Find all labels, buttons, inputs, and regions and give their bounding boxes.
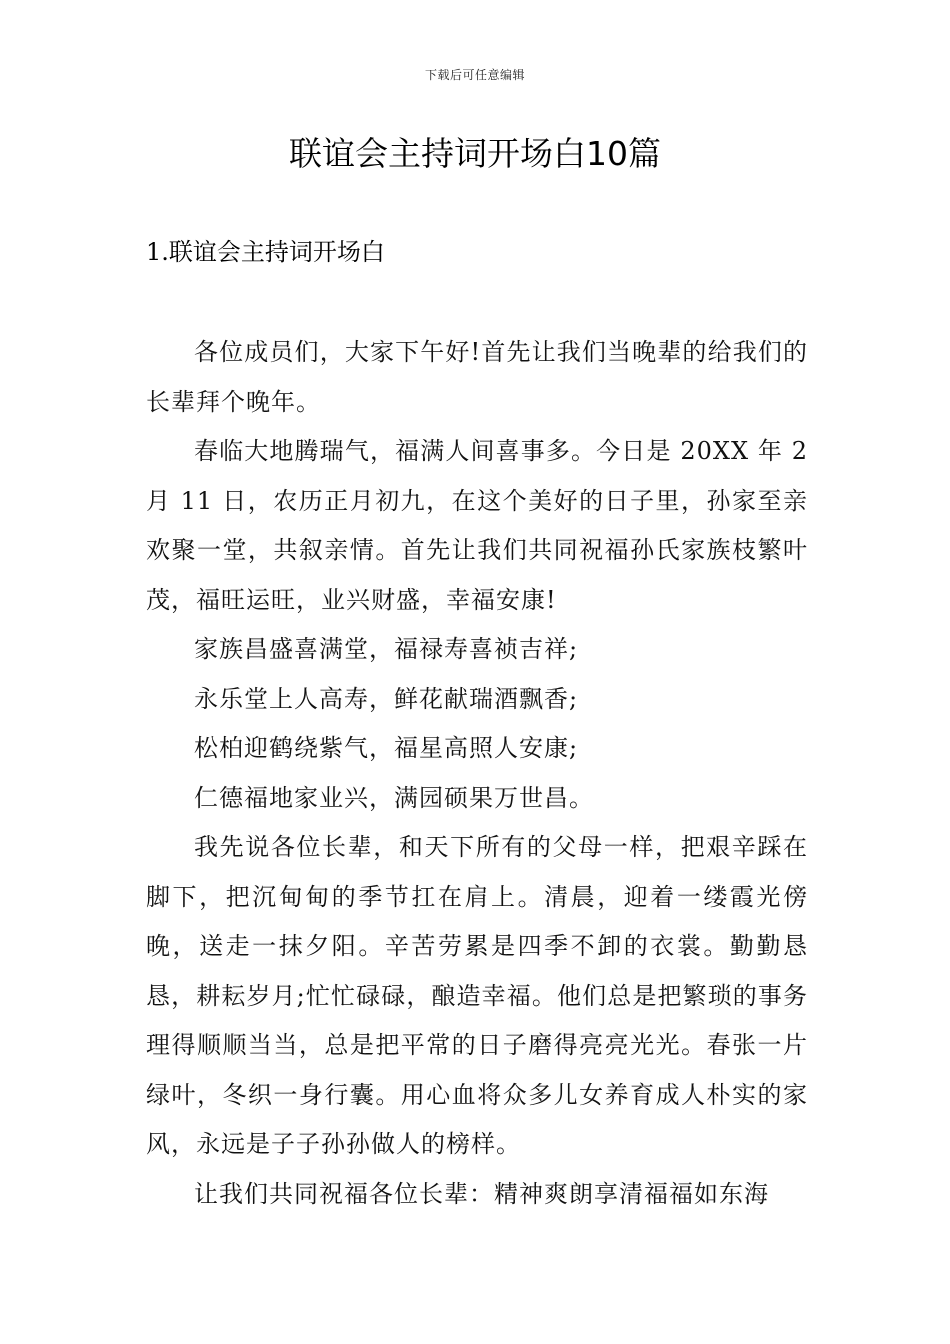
verse-line-1: 家族昌盛喜满堂，福禄寿喜祯吉祥; xyxy=(194,635,579,663)
header-note: 下载后可任意编辑 xyxy=(424,68,525,82)
document-title: 联谊会主持词开场白10篇 xyxy=(289,134,661,173)
document-body xyxy=(146,328,808,1219)
verse-line-4: 仁德福地家业兴，满园硕果万世昌。 xyxy=(194,783,594,812)
paragraph-blessing: 让我们共同祝福各位长辈：精神爽朗享清福福如东海 xyxy=(194,1179,769,1208)
paragraph-elders: 我先说各位长辈，和天下所有的父母一样，把艰辛踩在脚下，把沉甸甸的季节扛在肩上。清晨，迎着一缕霞光傍晚，送走一抹夕阳。辛苦劳累是四季不卸的衣裳。勤勤恳恳，耕耘岁月;忙忙碌碌，酿造幸福。他们总是把繁琐的事务理得顺顺当当，总是把平常的日子磨得亮亮光光。春张一片绿叶，冬织一身行囊。用心血将众多儿女养育成人朴实的家风，永远是子子孙孙做人的榜样。 xyxy=(146,833,808,1158)
paragraph-opening: 春临大地腾瑞气，福满人间喜事多。今日是 20XX 年 2 月 11 日，农历正月初九，在这个美好的日子里，孙家至亲欢聚一堂，共叙亲情。首先让我们共同祝福孙氏家族枝繁叶茂，福旺运旺，业兴财盛，幸福安康! xyxy=(146,437,808,614)
verse-line-2: 永乐堂上人高寿，鲜花献瑞酒飘香; xyxy=(194,684,579,713)
verse-line-3: 松柏迎鹤绕紫气，福星高照人安康; xyxy=(194,734,579,762)
section-heading: 1.联谊会主持词开场白 xyxy=(146,238,385,266)
paragraph-greeting: 各位成员们，大家下午好!首先让我们当晚辈的给我们的长辈拜个晚年。 xyxy=(146,338,808,416)
